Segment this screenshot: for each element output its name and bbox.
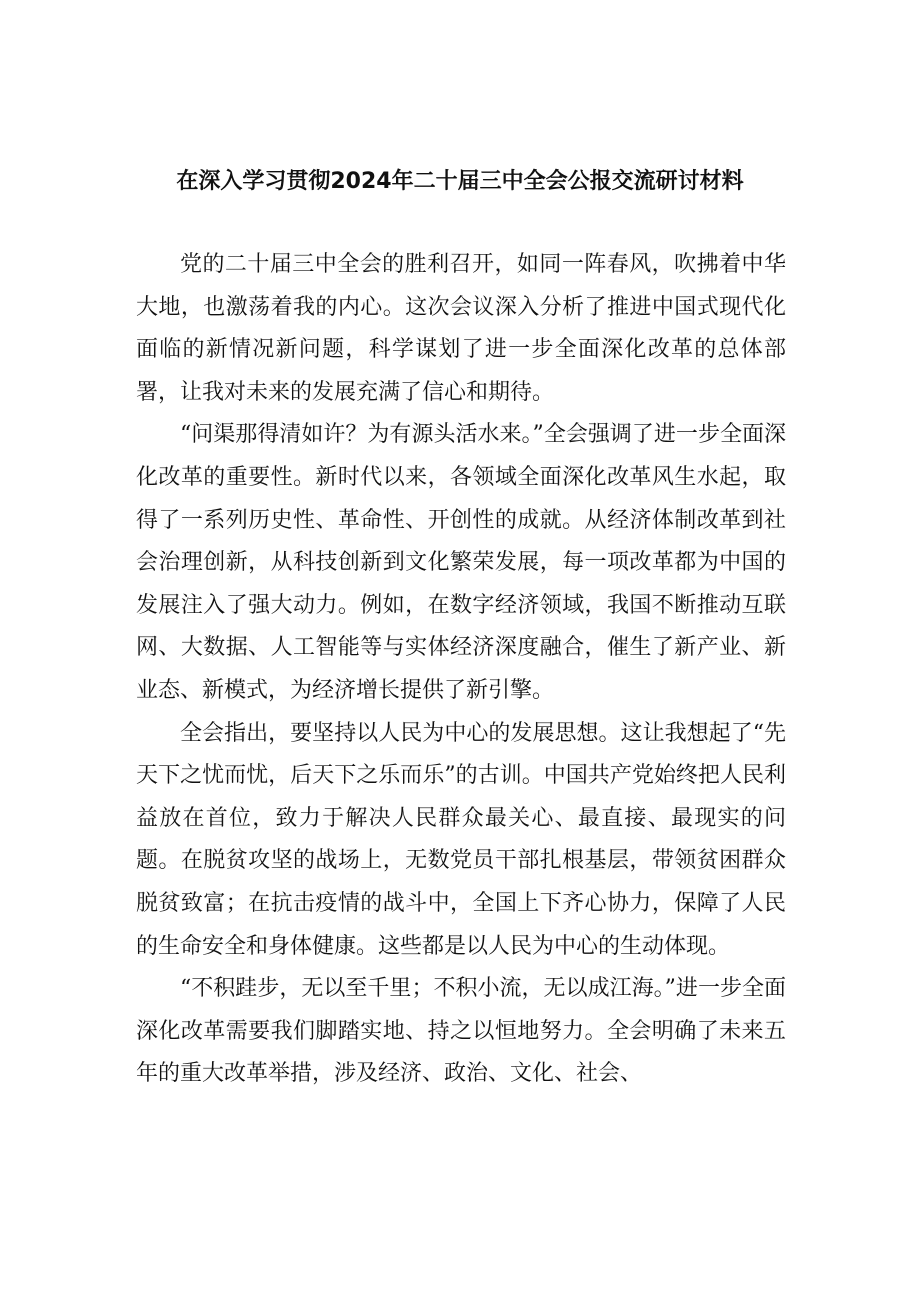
document-title: 在深入学习贯彻2024年二十届三中全会公报交流研讨材料 [176,169,744,194]
paragraph-1: 党的二十届三中全会的胜利召开，如同一阵春风，吹拂着中华大地，也激荡着我的内心。这次会议深入分析了推进中国式现代化面临的新情况新问题，科学谋划了进一步全面深化改革的总体部署，让我对未来的发展充满了信心和期待。 [136,252,786,405]
document-body [136,244,786,1096]
paragraph-2: “问渠那得清如许？为有源头活水来。”全会强调了进一步全面深化改革的重要性。新时代以来，各领域全面深化改革风生水起，取得了一系列历史性、革命性、开创性的成就。从经济体制改革到社会治理创新，从科技创新到文化繁荣发展，每一项改革都为中国的发展注入了强大动力。例如，在数字经济领域，我国不断推动互联网、大数据、人工智能等与实体经济深度融合，催生了新产业、新业态、新模式，为经济增长提供了新引擎。 [136,422,786,703]
paragraph-3: 全会指出，要坚持以人民为中心的发展思想。这让我想起了“先天下之忧而忧，后天下之乐而乐”的古训。中国共产党始终把人民利益放在首位，致力于解决人民群众最关心、最直接、最现实的问题。在脱贫攻坚的战场上，无数党员干部扎根基层，带领贫困群众脱贫致富；在抗击疫情的战斗中，全国上下齐心协力，保障了人民的生命安全和身体健康。这些都是以人民为中心的生动体现。 [136,720,786,959]
paragraph-4: “不积跬步，无以至千里；不积小流，无以成江海。”进一步全面深化改革需要我们脚踏实地、持之以恒地努力。全会明确了未来五年的重大改革举措，涉及经济、政治、文化、社会、 [136,976,786,1087]
